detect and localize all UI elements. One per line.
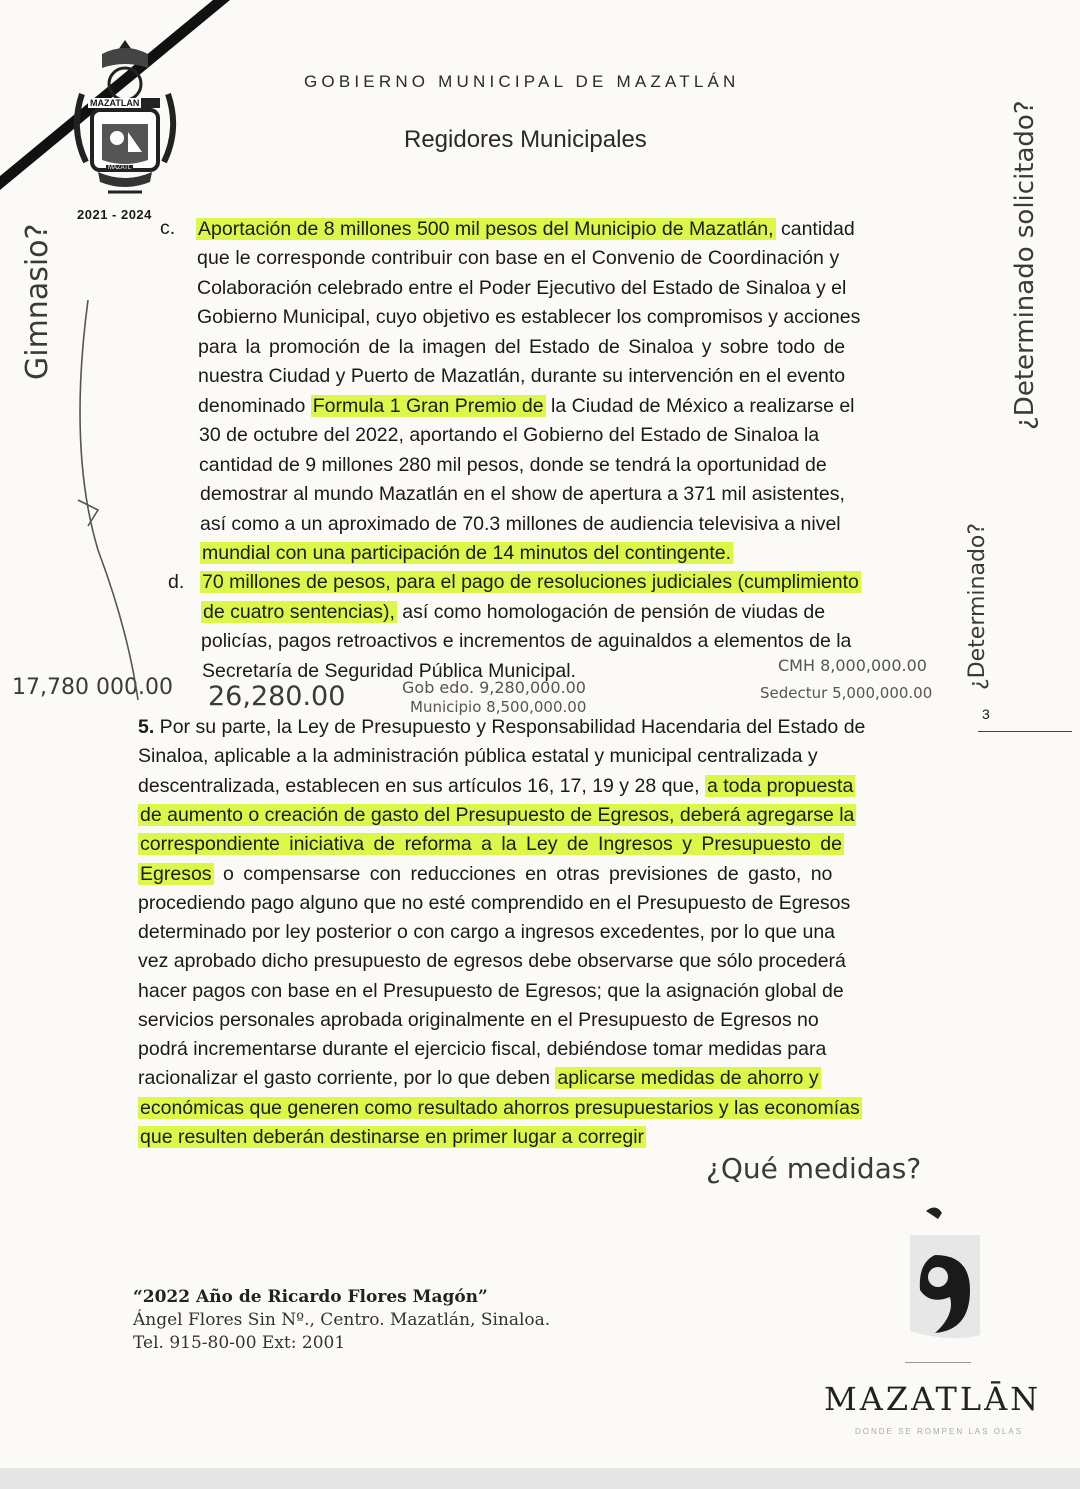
term-years: 2021 - 2024	[77, 207, 152, 222]
handwritten-calc-state: Gob edo. 9,280,000.00	[402, 678, 586, 697]
handwritten-calc-cmh: CMH 8,000,000.00	[778, 656, 927, 675]
paragraph-line: que resulten deberán destinarse en primer lugar a corregir	[140, 1126, 645, 1148]
footer-phone: Tel. 915-80-00 Ext: 2001	[133, 1333, 346, 1353]
footer-motto: “2022 Año de Ricardo Flores Magón”	[133, 1287, 488, 1307]
crest-sublabel: MAZATL	[108, 165, 132, 171]
paragraph-line: correspondiente iniciativa de reforma a la Ley de Ingresos y Presupuesto de	[140, 833, 842, 855]
paragraph-line: para la promoción de la imagen del Estado de Sinaloa y sobre todo de	[198, 336, 846, 358]
paragraph-line: vez aprobado dicho presupuesto de egresos debe observarse que sólo procederá	[138, 950, 846, 972]
paragraph-line: de cuatro sentencias), así como homologación de pensión de viudas de	[203, 601, 826, 623]
paragraph-line: 30 de octubre del 2022, aportando el Gobierno del Estado de Sinaloa la	[199, 424, 820, 446]
paragraph-line: Sinaloa, aplicable a la administración pública estatal y municipal centralizada y	[138, 745, 818, 767]
paragraph-line: Colaboración celebrado entre el Poder Ejecutivo del Estado de Sinaloa y el	[197, 277, 847, 299]
municipal-crest-icon	[62, 34, 188, 214]
paragraph-line: descentralizada, establecen en sus artículos 16, 17, 19 y 28 que, a toda propuesta	[138, 775, 854, 797]
paragraph-line: cantidad de 9 millones 280 mil pesos, donde se tendrá la oportunidad de	[199, 454, 827, 476]
paragraph-line: determinado por ley posterior o con cargo a ingresos excedentes, por lo que una	[138, 921, 836, 943]
paragraph-line: Secretaría de Seguridad Pública Municipal.	[202, 660, 576, 682]
footer-address	[133, 1286, 550, 1355]
handwritten-sum-left: 17,780 000.00	[12, 675, 173, 700]
paragraph-line: de aumento o creación de gasto del Presupuesto de Egresos, deberá agregarse la	[140, 804, 855, 826]
paragraph-line: podrá incrementarse durante el ejercicio fiscal, debiéndose tomar medidas para	[138, 1038, 827, 1060]
paragraph-line: mundial con una participación de 14 minutos del contingente.	[202, 542, 732, 564]
government-title: GOBIERNO MUNICIPAL DE MAZATLÁN	[304, 72, 740, 91]
paragraph-line: 70 millones de pesos, para el pago de resoluciones judiciales (cumplimiento	[202, 571, 859, 593]
footer-address-line: Ángel Flores Sin Nº., Centro. Mazatlán, Sinaloa.	[133, 1310, 551, 1330]
page-number: 3	[982, 706, 990, 722]
paragraph-line: que le corresponde contribuir con base en el Convenio de Coordinación y	[197, 247, 840, 269]
handwritten-margin-note-right-2: ¿Determinado?	[965, 522, 990, 690]
paragraph-line: Egresos o compensarse con reducciones en otras previsiones de gasto, no	[140, 863, 833, 885]
paragraph-line: así como a un aproximado de 70.3 millones de audiencia televisiva a nivel	[200, 513, 841, 535]
brand-divider	[905, 1362, 971, 1363]
paragraph-line: económicas que generen como resultado ahorros presupuestarios y las economías	[140, 1097, 860, 1119]
paragraph-line: servicios personales aprobada originalmente en el Presupuesto de Egresos no	[138, 1009, 819, 1031]
handwritten-calc-municipal: Municipio 8,500,000.00	[410, 698, 587, 716]
paragraph-line: demostrar al mundo Mazatlán en el show de apertura a 371 mil asistentes,	[200, 483, 845, 505]
paragraph-line: policías, pagos retroactivos e incrementos de aguinaldos a elementos de la	[201, 630, 852, 652]
mazatlan-wave-logo-icon	[890, 1205, 980, 1345]
crest-label: MAZATLAN	[90, 98, 140, 108]
paragraph-line: denominado Formula 1 Gran Premio de la Ciudad de México a realizarse el	[198, 395, 855, 417]
page-number-rule	[978, 731, 1072, 732]
office-title: Regidores Municipales	[404, 126, 647, 153]
handwritten-question: ¿Qué medidas?	[706, 1152, 922, 1185]
handwritten-margin-note-right: ¿Determinado solicitado?	[1010, 100, 1040, 430]
brand-tagline: DONDE SE ROMPEN LAS OLAS	[855, 1427, 1024, 1436]
paragraph-line: 5. Por su parte, la Ley de Presupuesto y Responsabilidad Hacendaria del Estado de	[138, 716, 866, 738]
paragraph-line: hacer pagos con base en el Presupuesto de Egresos; que la asignación global de	[138, 980, 844, 1002]
handwritten-arrow-left	[58, 290, 148, 710]
paragraph-line: Gobierno Municipal, cuyo objetivo es establecer los compromisos y acciones	[197, 306, 861, 328]
item-label-d: d.	[168, 571, 185, 593]
handwritten-sum-main: 26,280.00	[208, 681, 346, 712]
brand-wordmark: MAZATLĀN	[824, 1380, 1042, 1418]
handwritten-calc-sedectur: Sedectur 5,000,000.00	[760, 684, 933, 702]
paragraph-line: racionalizar el gasto corriente, por lo que deben aplicarse medidas de ahorro y	[138, 1067, 819, 1089]
screen-bottom-strip	[0, 1468, 1080, 1489]
paragraph-line: nuestra Ciudad y Puerto de Mazatlán, durante su intervención en el evento	[198, 365, 846, 387]
handwritten-margin-note-left: Gimnasio?	[20, 223, 55, 380]
item-label-c: c.	[160, 217, 176, 239]
paragraph-line: procediendo pago alguno que no esté comprendido en el Presupuesto de Egresos	[138, 892, 851, 914]
paragraph-line: Aportación de 8 millones 500 mil pesos del Municipio de Mazatlán, cantidad	[198, 218, 855, 240]
